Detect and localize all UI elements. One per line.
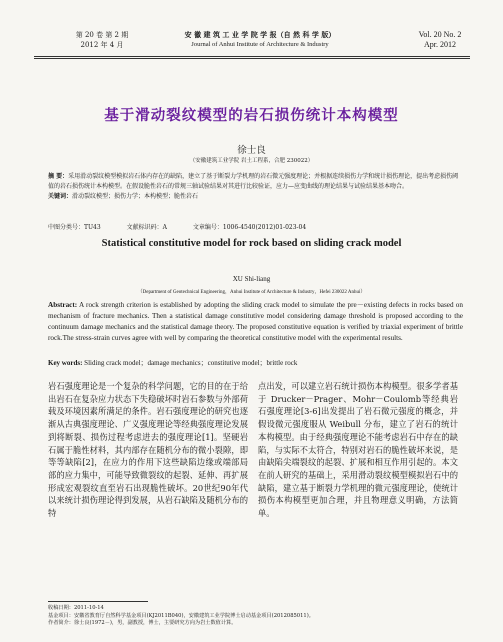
keywords-en-label: Key words: [48, 359, 83, 367]
footnote-received: 收稿日期：2011-10-14 [48, 605, 104, 611]
keywords-en-text: Sliding crack model；damage mechanics；constitutive model；brittle rock [84, 359, 298, 367]
author-cn: 徐士良 [237, 145, 266, 156]
abstract-en-label: Abstract: [48, 301, 78, 309]
paper-title-en: Statistical constitutive model for rock based on sliding crack model [101, 238, 402, 249]
keywords-cn-label: 关键词： [48, 193, 73, 200]
journal-name [155, 30, 365, 50]
volume-info-en [400, 30, 480, 50]
body-column-left: 岩石强度理论是一个复杂的科学问题，它的目的在于给出岩石在复杂应力状态下失稳破坏时岩石参数与外部荷载及环境因素所满足的条件。岩石强度理论的研究也逐渐从古典强度理论、广义强度理论等经典强度理论发展到将断裂、损伤过程考虑进去的强度理论[1]。坚硬岩石属于脆性材料，其内部存在随机分布的微小裂隙，即等等缺陷[2]，在应力的作用下这些缺陷边缘或端部局部的应力集中，可能导致微裂纹的起裂、延伸、再扩展形成宏观裂纹直至岩石出现脆性破坏。20世纪90年代以来统计损伤理论得到发展，从岩石缺陷及随机分布的特 [48, 381, 248, 519]
running-header [0, 30, 503, 52]
abstract-cn-text: 采用滑动裂纹模型模拟岩石体内存在的缺陷，建立了基于断裂力学机理的岩石微元强度理论；并根据连续损伤力学和统计损伤理论，提出考虑损伤阈值的岩石损伤统计本构模型。在假设脆性岩石的常规三轴试验结果对其进行比较验证，应力—应变曲线的理论结果与试验结果基本吻合。 [48, 173, 459, 190]
volume-cn: 第 20 卷 第 2 期 [75, 31, 129, 39]
paper-title-cn: 基于滑动裂纹模型的岩石损伤统计本构模型 [104, 108, 399, 124]
abstract-en [48, 300, 463, 344]
classification-line [48, 222, 463, 231]
header-rule-thin [34, 58, 470, 59]
date-en: Apr. 2012 [424, 40, 456, 49]
keywords-en [48, 358, 463, 368]
clc-number: 中图分类号：TU43 [48, 224, 101, 231]
date-cn: 2012 年 4 月 [80, 41, 124, 49]
article-number: 文章编号：1006-4540(2012)01-023-04 [192, 224, 307, 231]
author-en: XU Shi-liang [232, 275, 271, 283]
footnote-author-bio: 作者简介：徐士良(1972－)，男，副教授，博士，主要研究方向为岩土数值计算。 [48, 620, 237, 626]
keywords-cn-text: 滑动裂纹模型；损伤力学；本构模型；脆性岩石 [72, 193, 199, 200]
abstract-en-text: A rock strength criterion is established by adopting the sliding crack model to simulate the pre－existing defects in rocks based on mechanism of fracture mechanics. Then a statistical damage constitutive model considering damage threshold is proposed according to the continuum damage mechanics and the statistical damage theory. The proposed constitutive equation is verified by triaxial experiment of brittle rock.The stress-strain curves agree with well by comparing the theoretical constitutive model with the experimental results. [48, 301, 463, 342]
affiliation-en: （Department of Geotechnical Engineering，Anhui Institute of Architecture & Industry，Hefei 230022 Anhui） [137, 290, 366, 295]
journal-name-cn: 安 徽 建 筑 工 业 学 院 学 报（自 然 科 学 版） [184, 30, 336, 39]
footnote-rule [48, 601, 148, 602]
body-column-right: 点出发，可以建立岩石统计损伤本构模型。很多学者基于 Drucker－Prager、Mohr－Coulomb等经典岩石强度理论[3-6]出发提出了岩石微元强度的概念，并假设微元强度服从 Weibull 分布，建立了岩石的统计本构模型。由于经典强度理论不能考虑岩石中存在的缺陷，与实际不太符合，特别对岩石的脆性破坏来说，是由缺陷尖端裂纹的起裂、扩展和相互作用引起的。本文在前人研究的基础上，采用滑动裂纹模型模拟岩石中的缺陷，建立基于断裂力学机理的微元强度理论，使统计损伤本构模型更加合理，并且物理意义明确，方法简单。 [258, 381, 458, 519]
volume-en: Vol. 20 No. 2 [418, 30, 462, 39]
header-rule [34, 56, 470, 57]
document-code: 文献标识码：A [126, 224, 167, 231]
journal-name-en: Journal of Anhui Institute of Architecture & Industry [191, 41, 329, 48]
footnote-funding: 基金项目：安徽省教育厅自然科学基金项目(KJ2011B040)，安徽建筑工业学院博士启动基金项目(2012085011)。 [48, 612, 314, 619]
abstract-cn [48, 172, 463, 202]
abstract-cn-label: 摘 要： [48, 173, 69, 180]
footnotes [48, 605, 463, 628]
volume-info-cn [62, 30, 142, 50]
affiliation-cn: （安徽建筑工业学院 岩土工程系，合肥 230022） [189, 158, 314, 164]
